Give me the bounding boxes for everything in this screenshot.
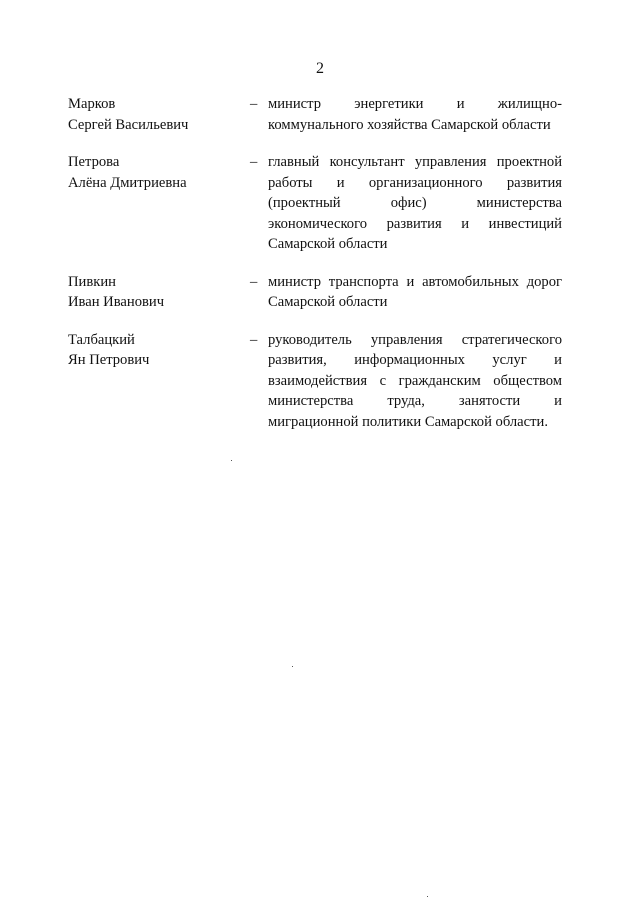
scan-speck [292,666,293,667]
dash-separator: – [250,154,258,170]
member-position: руководитель управления стратегического развития, информационных услуг и взаимодействия с гражданским обществом министерства труда, занятости и миграционной политики Самарской области. [268,331,562,430]
list-item [68,152,562,255]
member-surname: Петрова [68,154,120,170]
member-surname: Талбацкий [68,331,135,348]
member-position: главный консультант управления проектной работы и организационного развития (проектный офис) министерства экономического развития и инвестиций Самарской области [268,154,562,252]
dash-separator: – [250,331,258,348]
member-given-names: Ян Петрович [68,352,150,368]
member-name [68,152,250,255]
page-number: 2 [316,60,324,77]
list-item [68,272,562,313]
member-name [68,272,250,313]
member-position: министр энергетики и жилищно-коммунального хозяйства Самарской области [268,96,562,133]
member-position: министр транспорта и автомобильных дорог Самарской области [268,273,562,310]
member-name [68,330,250,433]
member-surname: Пивкин [68,273,116,290]
member-name [68,94,250,135]
scan-speck [231,460,232,461]
list-item [68,330,562,433]
member-given-names: Алёна Дмитриевна [68,174,187,191]
dash-separator: – [250,273,258,290]
member-given-names: Сергей Васильевич [68,116,189,133]
scan-speck [427,896,428,897]
dash-separator: – [250,96,258,112]
list-item [68,94,562,135]
members-list [68,94,562,449]
member-surname: Марков [68,96,116,112]
member-given-names: Иван Иванович [68,294,165,310]
